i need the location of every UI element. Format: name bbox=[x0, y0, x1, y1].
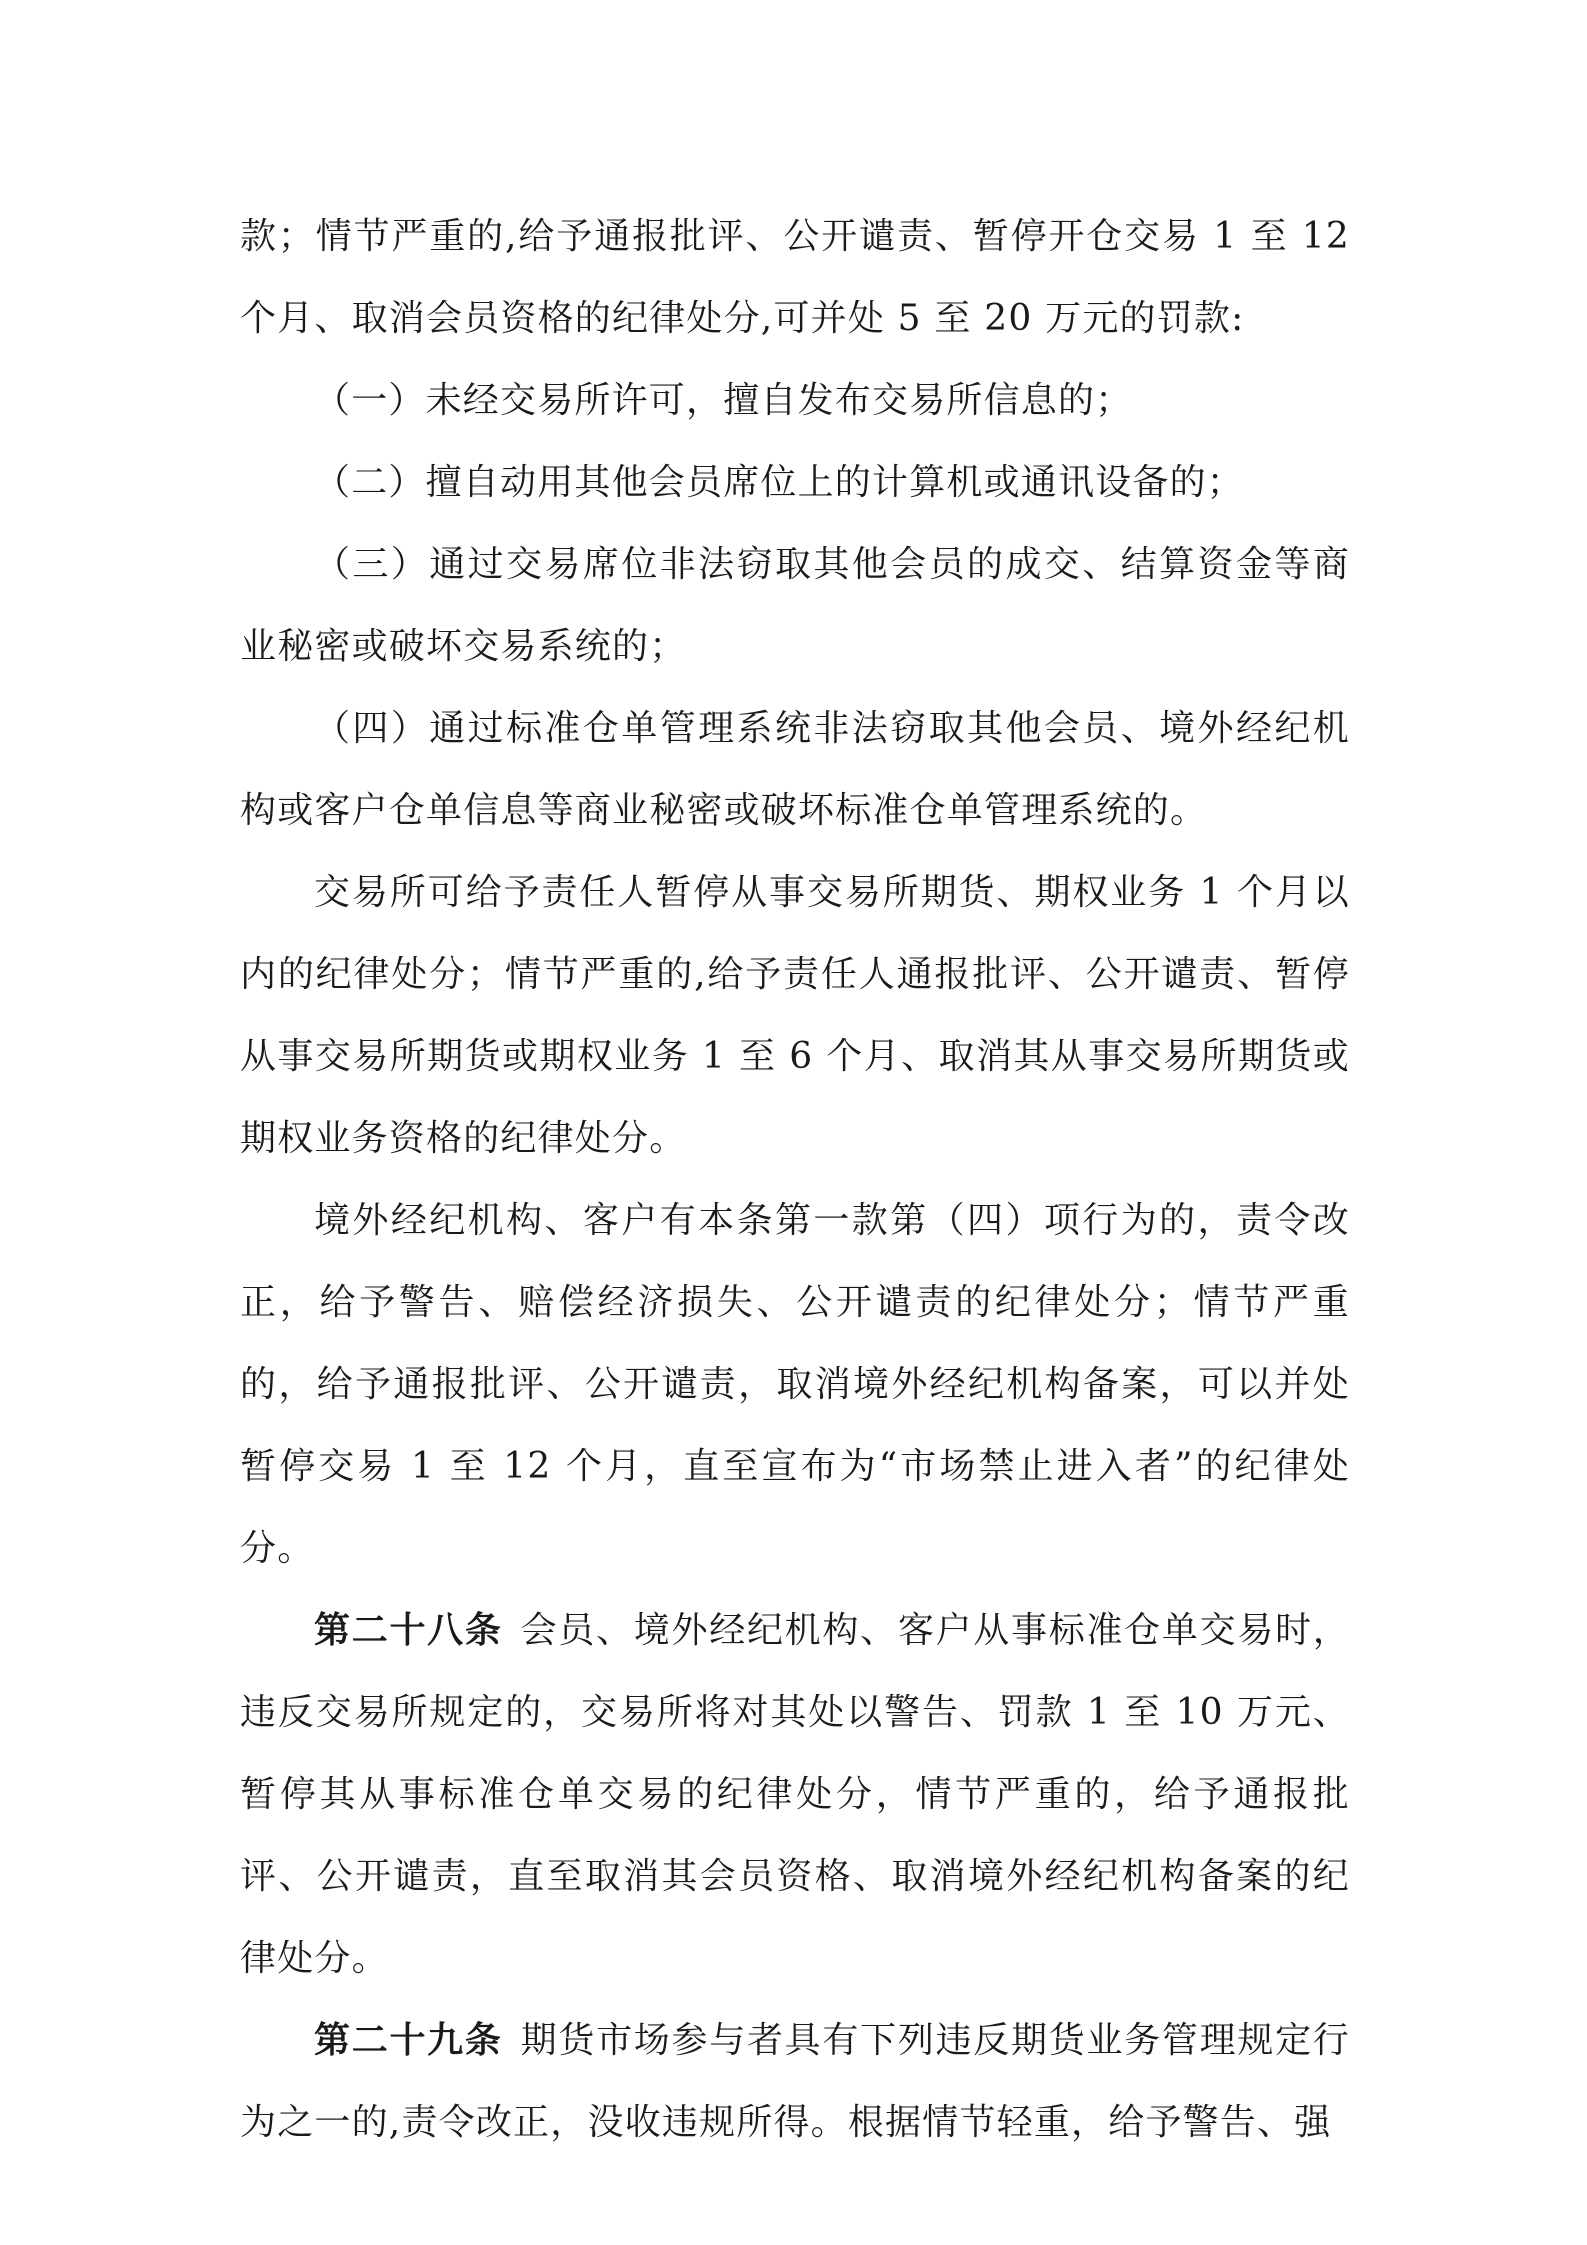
article-29 bbox=[240, 2000, 1350, 2164]
article-29-heading: 第二十九条 bbox=[314, 2020, 503, 2061]
list-item-3: （三）通过交易席位非法窃取其他会员的成交、结算资金等商业秘密或破坏交易系统的； bbox=[240, 544, 1350, 667]
article-28-text: 会员、境外经纪机构、客户从事标准仓单交易时，违反交易所规定的，交易所将对其处以警告、罚款 1 至 10 万元、暂停其从事标准仓单交易的纪律处分，情节严重的，给予通报批评、公开谴责，直至取消其会员资格、取消境外经纪机构备案的纪律处分。 bbox=[240, 1610, 1350, 1979]
paragraph-penalty-continuation: 款；情节严重的,给予通报批评、公开谴责、暂停开仓交易 1 至 12 个月、取消会员资格的纪律处分,可并处 5 至 20 万元的罚款: bbox=[240, 216, 1350, 339]
article-28 bbox=[240, 1590, 1350, 2000]
article-29-text: 期货市场参与者具有下列违反期货业务管理规定行为之一的,责令改正，没收违规所得。根据情节轻重，给予警告、强 bbox=[240, 2020, 1350, 2143]
list-item-4: （四）通过标准仓单管理系统非法窃取其他会员、境外经纪机构或客户仓单信息等商业秘密或破坏标准仓单管理系统的。 bbox=[240, 708, 1350, 831]
document-body bbox=[240, 196, 1350, 2164]
paragraph-responsible-person: 交易所可给予责任人暂停从事交易所期货、期权业务 1 个月以内的纪律处分；情节严重的,给予责任人通报批评、公开谴责、暂停从事交易所期货或期权业务 1 至 6 个月、取消其从事交易所期货或期权业务资格的纪律处分。 bbox=[240, 872, 1350, 1159]
article-28-heading: 第二十八条 bbox=[314, 1610, 503, 1651]
paragraph-overseas-broker: 境外经纪机构、客户有本条第一款第（四）项行为的，责令改正，给予警告、赔偿经济损失、公开谴责的纪律处分；情节严重的，给予通报批评、公开谴责，取消境外经纪机构备案，可以并处暂停交易 1 至 12 个月，直至宣布为“市场禁止进入者”的纪律处分。 bbox=[240, 1200, 1350, 1569]
list-item-2: （二）擅自动用其他会员席位上的计算机或通讯设备的； bbox=[314, 462, 1245, 503]
list-item-1: （一）未经交易所许可，擅自发布交易所信息的； bbox=[314, 380, 1133, 421]
